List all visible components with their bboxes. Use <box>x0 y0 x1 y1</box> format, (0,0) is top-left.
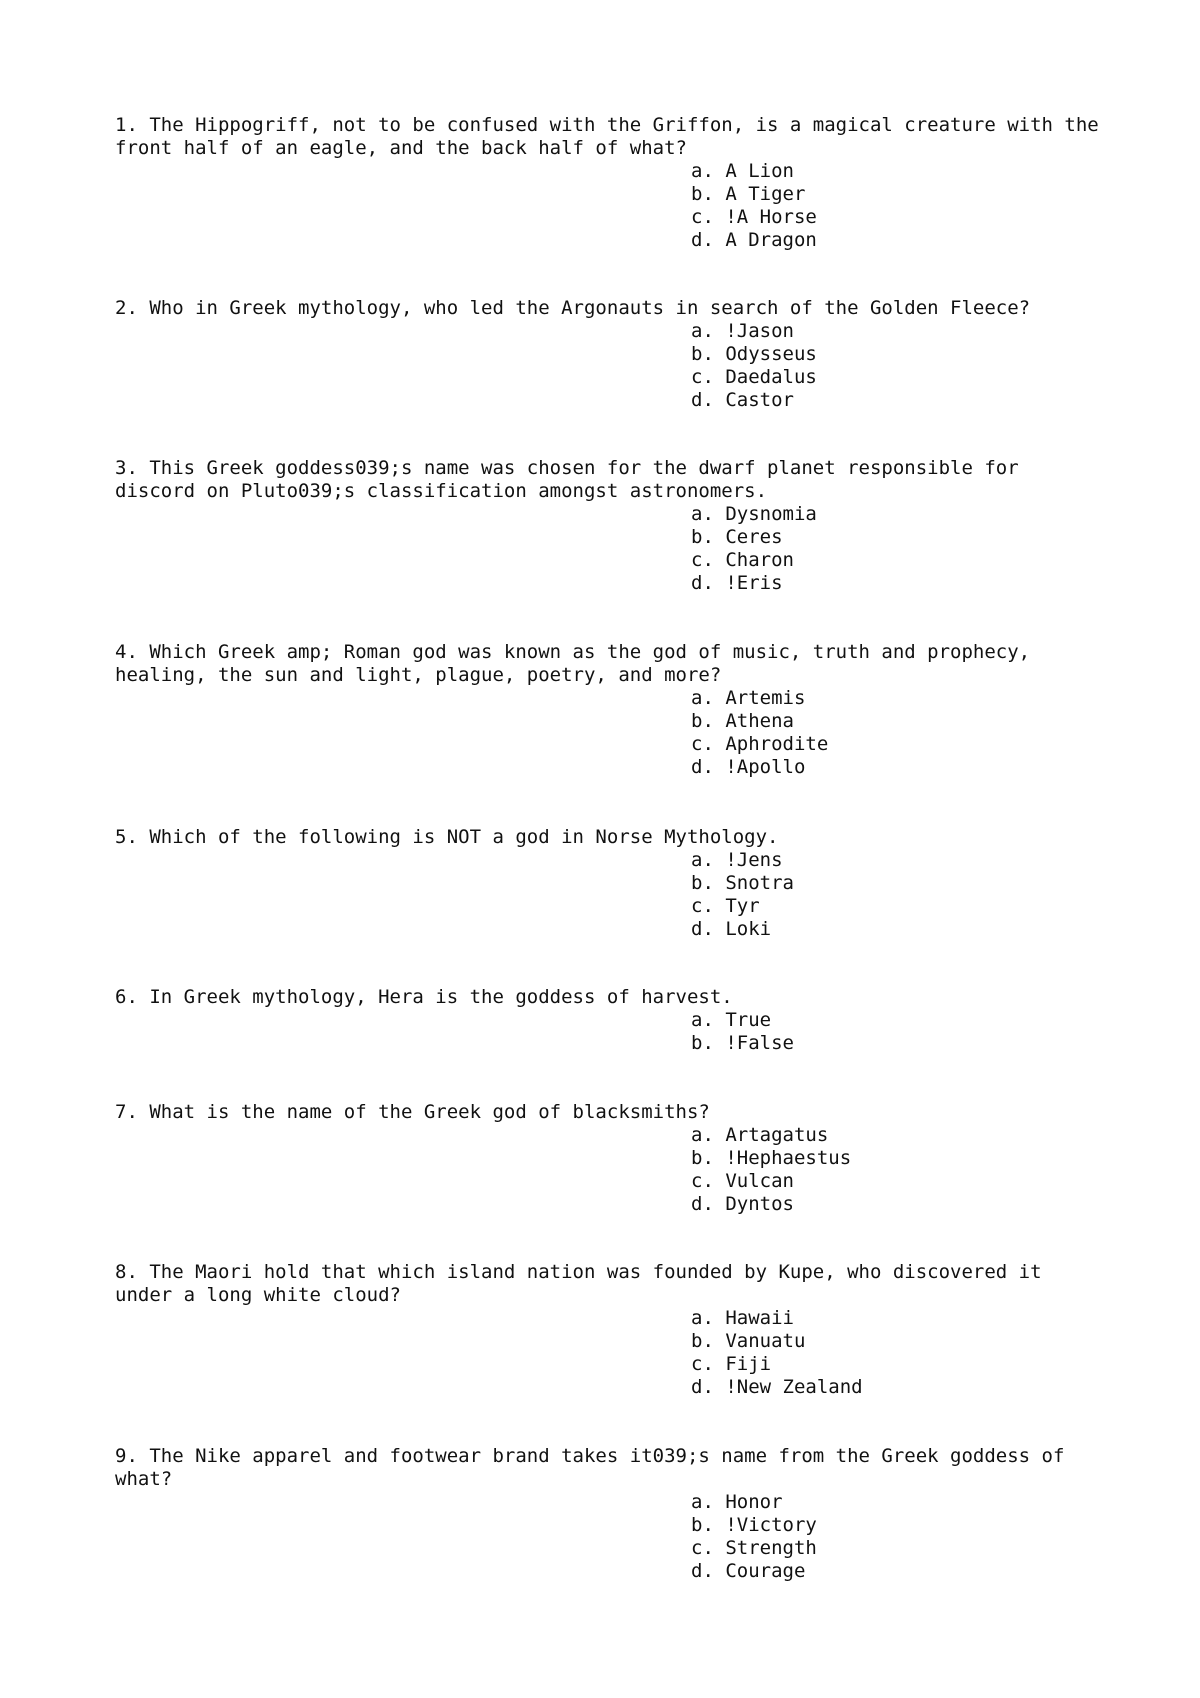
question-text: 9. The Nike apparel and footwear brand takes it039;s name from the Greek goddess of what? <box>115 1445 1076 1490</box>
answer-option-a: a. Dysnomia <box>691 503 817 525</box>
answer-option-d: d. A Dragon <box>691 229 817 251</box>
answer-option-a: a. !Jason <box>691 320 794 342</box>
answer-options <box>115 320 1115 412</box>
answer-options <box>115 1009 1115 1055</box>
question-text: 3. This Greek goddess039;s name was chosen for the dwarf planet responsible for discord on Pluto039;s classification amongst astronomers. <box>115 457 1031 502</box>
answer-option-d: d. Castor <box>691 389 794 411</box>
answer-options <box>115 1491 1115 1583</box>
question-9 <box>115 1445 1115 1583</box>
answer-option-c: c. Fiji <box>691 1353 772 1375</box>
answer-option-b: b. Athena <box>691 710 794 732</box>
question-text: 2. Who in Greek mythology, who led the Argonauts in search of the Golden Fleece? <box>115 297 1031 319</box>
question-2 <box>115 297 1115 412</box>
question-text: 8. The Maori hold that which island nation was founded by Kupe, who discovered it under a long white cloud? <box>115 1261 1054 1306</box>
answer-option-b: b. !Hephaestus <box>691 1147 852 1169</box>
answer-option-c: c. !A Horse <box>691 206 817 228</box>
answer-option-a: a. Honor <box>691 1491 783 1513</box>
answer-option-d: d. !New Zealand <box>691 1376 863 1398</box>
answer-option-a: a. Hawaii <box>691 1307 794 1329</box>
answer-options <box>115 849 1115 941</box>
answer-option-b: b. !Victory <box>691 1514 817 1536</box>
answer-option-b: b. Vanuatu <box>691 1330 806 1352</box>
question-text: 5. Which of the following is NOT a god in Norse Mythology. <box>115 826 779 848</box>
question-6 <box>115 986 1115 1055</box>
answer-option-c: c. Charon <box>691 549 794 571</box>
question-3 <box>115 457 1115 595</box>
question-7 <box>115 1101 1115 1216</box>
answer-option-a: a. A Lion <box>691 160 794 182</box>
answer-option-c: c. Strength <box>691 1537 817 1559</box>
answer-options <box>115 160 1115 252</box>
answer-option-b: b. Snotra <box>691 872 794 894</box>
answer-option-a: a. Artemis <box>691 687 806 709</box>
answer-option-c: c. Aphrodite <box>691 733 829 755</box>
question-text: 1. The Hippogriff, not to be confused with the Griffon, is a magical creature with the front half of an eagle, and the back half of what? <box>115 114 1111 159</box>
question-text: 7. What is the name of the Greek god of blacksmiths? <box>115 1101 710 1123</box>
question-5 <box>115 826 1115 941</box>
answer-option-c: c. Tyr <box>691 895 760 917</box>
answer-option-c: c. Vulcan <box>691 1170 794 1192</box>
answer-options <box>115 503 1115 595</box>
answer-option-d: d. Courage <box>691 1560 806 1582</box>
answer-option-a: a. Artagatus <box>691 1124 829 1146</box>
question-1 <box>115 114 1115 252</box>
question-text: 4. Which Greek amp; Roman god was known as the god of music, truth and prophecy, healing, the sun and light, plague, poetry, and more? <box>115 641 1042 686</box>
question-4 <box>115 641 1115 779</box>
answer-option-b: b. !False <box>691 1032 794 1054</box>
answer-option-d: d. !Eris <box>691 572 783 594</box>
answer-option-b: b. Ceres <box>691 526 783 548</box>
answer-option-d: d. Dyntos <box>691 1193 794 1215</box>
answer-option-c: c. Daedalus <box>691 366 817 388</box>
question-8 <box>115 1261 1115 1399</box>
question-text: 6. In Greek mythology, Hera is the goddess of harvest. <box>115 986 733 1008</box>
answer-options <box>115 1124 1115 1216</box>
answer-option-b: b. Odysseus <box>691 343 817 365</box>
answer-option-a: a. !Jens <box>691 849 783 871</box>
answer-option-d: d. !Apollo <box>691 756 806 778</box>
answer-option-d: d. Loki <box>691 918 772 940</box>
answer-options <box>115 687 1115 779</box>
answer-option-a: a. True <box>691 1009 772 1031</box>
answer-options <box>115 1307 1115 1399</box>
answer-option-b: b. A Tiger <box>691 183 806 205</box>
